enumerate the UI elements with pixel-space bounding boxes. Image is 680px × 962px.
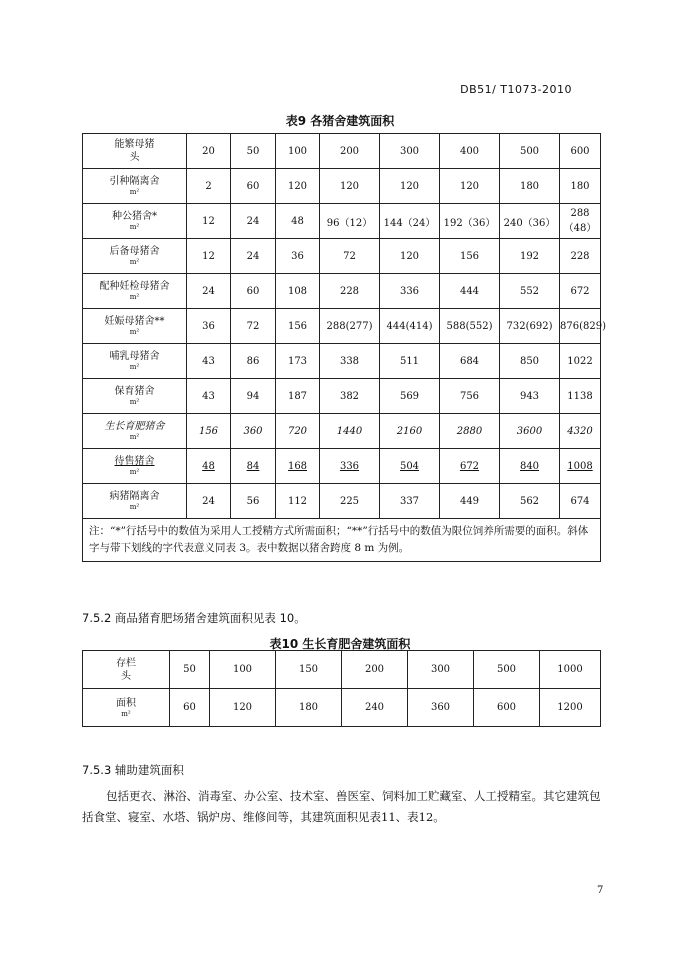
table9-header-cell: 50: [231, 134, 276, 169]
table9-cell: 228: [560, 239, 601, 274]
table9-header-cell: 300: [380, 134, 440, 169]
table10-cell: 600: [474, 689, 540, 727]
table9-cell: 720: [276, 414, 320, 449]
table9-cell: 120: [276, 169, 320, 204]
table10-row: [83, 689, 601, 727]
table10-header-cell: 500: [474, 651, 540, 689]
section-7-5-3: 7.5.3 辅助建筑面积: [82, 763, 184, 777]
table9-cell: 108: [276, 274, 320, 309]
table9-cell: 382: [320, 379, 380, 414]
document-code: DB51/ T1073-2010: [460, 83, 572, 96]
table9-cell: 444: [440, 274, 500, 309]
table9-cell: 1022: [560, 344, 601, 379]
page-number: 7: [597, 885, 604, 896]
table10-header-cell: 1000: [540, 651, 601, 689]
table9-cell: 943: [500, 379, 560, 414]
table9-row-label: [83, 204, 187, 239]
table9-cell: 337: [380, 484, 440, 519]
table9-row-name: 保育猪舍: [114, 386, 155, 397]
table10: [82, 650, 601, 727]
table9-header-cell: 20: [187, 134, 231, 169]
table9-cell: 288(277): [320, 309, 380, 344]
table9-cell: 60: [231, 169, 276, 204]
table9-cell: 850: [500, 344, 560, 379]
table9-cell: 43: [187, 379, 231, 414]
table9-cell: 225: [320, 484, 380, 519]
table9-header-label-line: 能繁母猪: [114, 139, 155, 150]
table10-row-name: 面积: [116, 697, 136, 709]
table9-cell: 336: [320, 449, 380, 484]
table9-cell: 840: [500, 449, 560, 484]
table10-header-row: [83, 651, 601, 689]
table9-cell: 36: [276, 239, 320, 274]
table9-row-name: 引种隔离舍: [109, 176, 160, 187]
table9-cell: 120: [440, 169, 500, 204]
table9-cell: 144（24）: [380, 204, 440, 239]
table9-cell: 24: [187, 484, 231, 519]
table9-cell: 511: [380, 344, 440, 379]
table9-cell: 48: [276, 204, 320, 239]
table9-cell: 156: [187, 414, 231, 449]
table9-cell: 72: [231, 309, 276, 344]
table9-cell: 672: [560, 274, 601, 309]
table9-cell: 48: [187, 449, 231, 484]
table10-row-label: [83, 689, 170, 727]
table10-header-cell: 150: [276, 651, 342, 689]
table9-row-unit: m²: [129, 258, 140, 266]
table10-header-label-line: 头: [121, 670, 131, 682]
table9-row-label: [83, 274, 187, 309]
table9-cell: 1440: [320, 414, 380, 449]
table9-row-name: 生长育肥猪舍: [104, 421, 165, 432]
table9-cell: 187: [276, 379, 320, 414]
table9-cell: 674: [560, 484, 601, 519]
table9-cell: 444(414): [380, 309, 440, 344]
table9-cell: 552: [500, 274, 560, 309]
table9-caption: 表9 各猪舍建筑面积: [285, 114, 395, 128]
table9-row-unit: m²: [129, 328, 140, 336]
table9-row-unit: m²: [129, 433, 140, 441]
table9-row: [83, 169, 601, 204]
table9: [82, 133, 606, 562]
section-7-5-2: 7.5.2 商品猪育肥场猪舍建筑面积见表 10。: [82, 611, 306, 625]
table10-row-unit: m²: [121, 709, 131, 718]
table9-header-cell: 600: [560, 134, 601, 169]
table9-cell: 94: [231, 379, 276, 414]
table9-row-label: [83, 309, 187, 344]
table9-cell: 504: [380, 449, 440, 484]
table9-cell: 24: [231, 239, 276, 274]
table9-row-name: 妊娠母猪舍**: [104, 316, 165, 327]
table10-cell: 120: [210, 689, 276, 727]
table9-cell: 569: [380, 379, 440, 414]
table9-cell: 756: [440, 379, 500, 414]
table10-header-cell: 100: [210, 651, 276, 689]
table9-row-label: [83, 239, 187, 274]
table10-cell: 360: [408, 689, 474, 727]
table9-cell: 43: [187, 344, 231, 379]
table9-cell: 60: [231, 274, 276, 309]
table9-row-label: [83, 379, 187, 414]
table9-cell: 684: [440, 344, 500, 379]
table9-cell: 336: [380, 274, 440, 309]
table9-cell: 1008: [560, 449, 601, 484]
table9-cell: 562: [500, 484, 560, 519]
table9-row-unit: m²: [129, 398, 140, 406]
table9-cell: 192（36）: [440, 204, 500, 239]
table9-header-row: [83, 134, 601, 169]
table9-cell: 2: [187, 169, 231, 204]
table9-row-label: [83, 169, 187, 204]
table9-cell: 156: [276, 309, 320, 344]
table9-row-label: [83, 484, 187, 519]
table9-cell: 240（36）: [500, 204, 560, 239]
table9-header-cell: 100: [276, 134, 320, 169]
table9-cell: 86: [231, 344, 276, 379]
table9-cell: 24: [187, 274, 231, 309]
table9-row-label: [83, 449, 187, 484]
table9-cell: 12: [187, 204, 231, 239]
table9-header-cell: 500: [500, 134, 560, 169]
table9-cell: 2160: [380, 414, 440, 449]
table9-cell: 180: [500, 169, 560, 204]
table9-row: [83, 344, 601, 379]
table9-cell: 732(692): [500, 309, 560, 344]
table9-row-name: 哺乳母猪舍: [109, 351, 160, 362]
table9-cell: 120: [380, 239, 440, 274]
table9-cell: 338: [320, 344, 380, 379]
table10-caption: 表10 生长育肥舍建筑面积: [269, 637, 411, 651]
table9-row-name: 后备母猪舍: [109, 246, 160, 257]
table9-cell: 1138: [560, 379, 601, 414]
table9-row-name: 病猪隔离舍: [109, 491, 160, 502]
table9-row-label: [83, 414, 187, 449]
table9-header-label-line: 头: [129, 152, 140, 163]
table10-cell: 240: [342, 689, 408, 727]
table9-cell: 24: [231, 204, 276, 239]
table9-row: [83, 414, 601, 449]
table9-cell: 96（12）: [320, 204, 380, 239]
table9-cell: 156: [440, 239, 500, 274]
table10-header-cell: 50: [170, 651, 210, 689]
table9-cell: 192: [500, 239, 560, 274]
table9-row-unit: m²: [129, 468, 140, 476]
table9-cell: 228: [320, 274, 380, 309]
table9-cell: 360: [231, 414, 276, 449]
table9-cell: 588(552): [440, 309, 500, 344]
table10-header-label-line: 存栏: [116, 657, 136, 669]
table9-cell: 36: [187, 309, 231, 344]
table9-row-unit: m²: [129, 223, 140, 231]
table9-cell: 2880: [440, 414, 500, 449]
table9-row-name: 种公猪舍*: [112, 211, 157, 222]
table9-cell: 173: [276, 344, 320, 379]
table9-cell: 12: [187, 239, 231, 274]
table9-row: [83, 309, 601, 344]
table10-cell: 1200: [540, 689, 601, 727]
table9-row: [83, 239, 601, 274]
table9-row: [83, 204, 601, 239]
table9-row: [83, 379, 601, 414]
table9-row-unit: m²: [129, 293, 140, 301]
table10-header-cell: 300: [408, 651, 474, 689]
table10-cell: 60: [170, 689, 210, 727]
table9-note: 注：“*”行括号中的数值为采用人工授精方式所需面积；“**”行括号中的数值为限位饲养所需要的面积。斜体字与带下划线的字代表意义同表 3。表中数据以猪舍跨度 8 m 为例。: [83, 519, 601, 562]
table9-cell: 120: [320, 169, 380, 204]
table9-cell: 4320: [560, 414, 601, 449]
table9-row-unit: m²: [129, 363, 140, 371]
table9-row-unit: m²: [129, 503, 140, 511]
table10-header-label: [83, 651, 170, 689]
table9-row-label: [83, 344, 187, 379]
table10-cell: 180: [276, 689, 342, 727]
table9-row: [83, 484, 601, 519]
body-paragraph: 包括更衣、淋浴、消毒室、办公室、技术室、兽医室、饲料加工贮藏室、人工授精室。其它建筑包括食堂、寝室、水塔、锅炉房、维修间等，其建筑面积见表11、表12。: [82, 789, 601, 824]
table9-row-name: 配种妊检母猪舍: [99, 281, 170, 292]
table9-cell: 876(829): [560, 309, 601, 344]
table9-cell: 72: [320, 239, 380, 274]
table9-cell: 180: [560, 169, 601, 204]
table9-row: [83, 449, 601, 484]
table9-row-name: 待售猪舍: [114, 456, 155, 467]
table9-cell: 449: [440, 484, 500, 519]
table9-cell: 3600: [500, 414, 560, 449]
table9-cell: 120: [380, 169, 440, 204]
table9-cell: 168: [276, 449, 320, 484]
table9-row: [83, 274, 601, 309]
table9-cell: 56: [231, 484, 276, 519]
table9-cell: 84: [231, 449, 276, 484]
table9-cell: 672: [440, 449, 500, 484]
table9-cell: 112: [276, 484, 320, 519]
table9-header-cell: 400: [440, 134, 500, 169]
table9-cell: 288（48）: [560, 204, 601, 239]
table9-header-cell: 200: [320, 134, 380, 169]
table9-header-label: [83, 134, 187, 169]
table10-header-cell: 200: [342, 651, 408, 689]
table9-note-row: [83, 519, 601, 562]
table9-row-unit: m²: [129, 188, 140, 196]
